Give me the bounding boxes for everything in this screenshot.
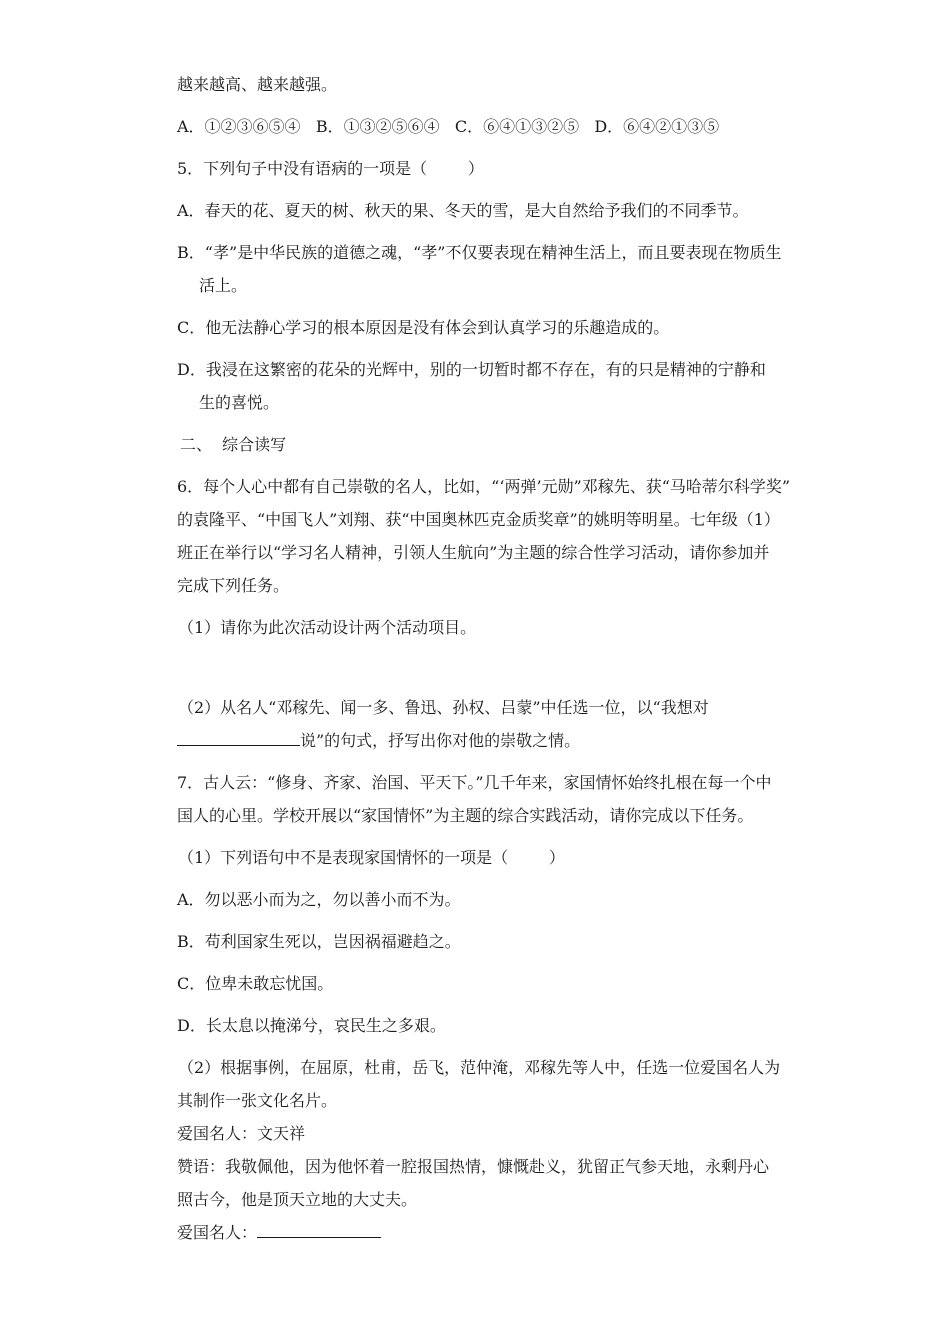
question-5-option-c: C．他无法静心学习的根本原因是没有体会到认真学习的乐趣造成的。 [177, 318, 670, 337]
patriot-name-line [177, 1222, 381, 1244]
question-5-option-b-cont: 活上。 [199, 276, 248, 295]
question-6-part-2-cont [177, 730, 580, 752]
question-4-options: A．①②③⑥⑤④ B．①③②⑤⑥④ C．⑥④①③②⑤ D．⑥④②①③⑤ [177, 117, 720, 136]
question-7-option-a: A．勿以恶小而为之，勿以善小而不为。 [177, 890, 461, 909]
question-7-option-c: C．位卑未敢忘忧国。 [177, 974, 334, 993]
question-5-option-d-cont: 生的喜悦。 [199, 393, 280, 412]
question-7-stem: 国人的心里。学校开展以“家国情怀”为主题的综合实践活动，请你完成以下任务。 [177, 806, 754, 825]
question-5-option-b: B．“孝”是中华民族的道德之魂，“孝”不仅要表现在精神生活上，而且要表现在物质生 [177, 243, 782, 262]
text-line: 越来越高、越来越强。 [177, 75, 338, 94]
question-7-option-d: D．长太息以掩涕兮，哀民生之多艰。 [177, 1016, 446, 1035]
question-6-stem: 6．每个人心中都有自己崇敬的名人，比如，“‘两弹’元勋”邓稼先、获“马哈蒂尔科学奖” [177, 477, 791, 496]
question-6-part-2: （2）从名人“邓稼先、闻一多、鲁迅、孙权、吕蒙”中任选一位，以“我想对 [178, 698, 709, 717]
patriot-name-label: 爱国名人： [177, 1223, 258, 1242]
question-6-stem: 完成下列任务。 [177, 576, 290, 595]
question-6-part-1: （1）请你为此次活动设计两个活动项目。 [178, 618, 477, 637]
example-praise-cont: 照古今，他是顶天立地的大丈夫。 [177, 1190, 418, 1209]
question-7-part-2-cont: 其制作一张文化名片。 [177, 1091, 338, 1110]
example-name: 爱国名人：文天祥 [177, 1124, 306, 1143]
question-6-stem: 班正在举行以“学习名人精神，引领人生航向”为主题的综合性学习活动，请你参加并 [177, 543, 770, 562]
question-5-stem: 5．下列句子中没有语病的一项是（ ） [177, 159, 484, 178]
example-praise: 赞语：我敬佩他，因为他怀着一腔报国热情，慷慨赴义，犹留正气参天地，永剩丹心 [177, 1157, 770, 1176]
question-7-part-2: （2）根据事例，在屈原，杜甫，岳飞，范仲淹，邓稼先等人中，任选一位爱国名人为 [178, 1058, 781, 1077]
section-heading: 二、 综合读写 [180, 435, 287, 454]
question-7-option-b: B．苟利国家生死以，岂因祸福避趋之。 [177, 932, 461, 951]
question-7-part-1: （1）下列语句中不是表现家国情怀的一项是（ ） [178, 848, 565, 867]
question-6-stem: 的袁隆平、“中国飞人”刘翔、获“中国奥林匹克金质奖章”的姚明等明星。七年级（1） [177, 510, 780, 529]
answer-blank[interactable] [177, 730, 300, 746]
question-7-stem: 7．古人云：“修身、齐家、治国、平天下。”几千年来，家国情怀始终扎根在每一个中 [177, 773, 772, 792]
question-6-part-2-text: 说”的句式，抒写出你对他的崇敬之情。 [300, 731, 581, 750]
question-5-option-a: A．春天的花、夏天的树、秋天的果、冬天的雪，是大自然给予我们的不同季节。 [177, 201, 749, 220]
question-5-option-d: D．我浸在这繁密的花朵的光辉中，别的一切暂时都不存在，有的只是精神的宁静和 [177, 360, 766, 379]
answer-blank[interactable] [257, 1222, 381, 1238]
